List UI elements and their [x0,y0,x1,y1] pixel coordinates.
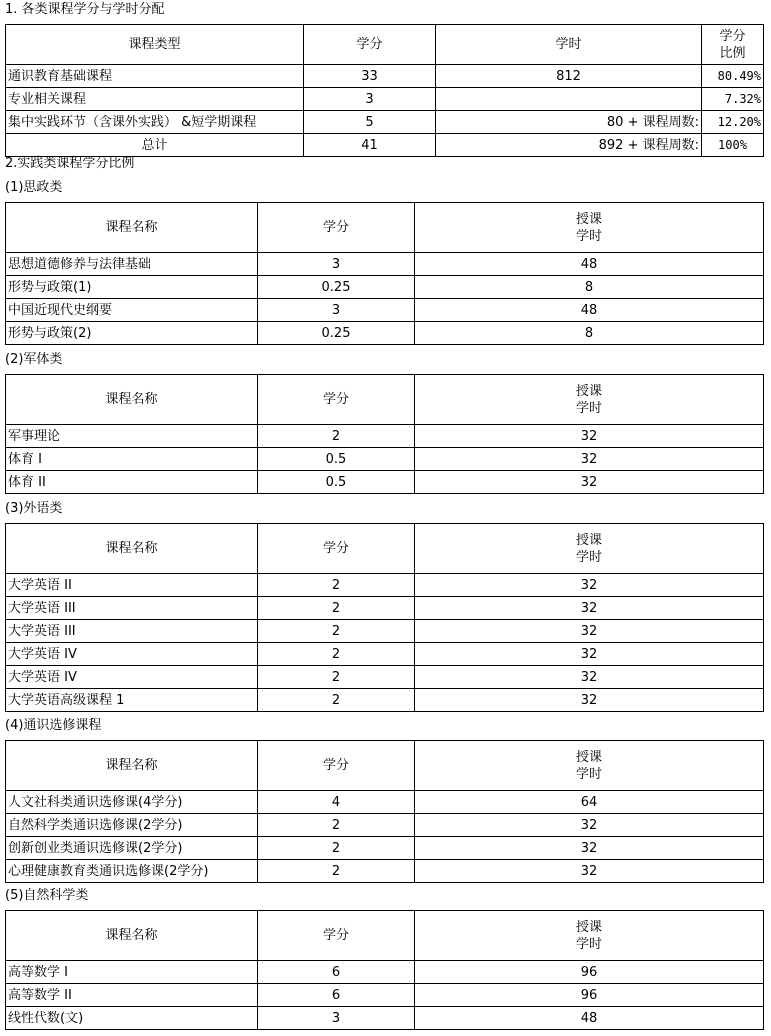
course-name-cell: 体育 II [6,471,258,494]
table-row [6,620,764,643]
table-header-row [6,25,764,65]
table-row [6,574,764,597]
course-group-table [5,202,764,345]
col-header-course-name: 课程名称 [6,911,258,961]
credit-cell: 2 [258,620,415,643]
course-name-cell: 创新创业类通识选修课(2学分) [6,837,258,860]
section2-title: 2.实践类课程学分比例 [5,156,135,171]
course-name-cell: 中国近现代史纲要 [6,299,258,322]
col-header-teaching-hours [415,524,764,574]
group-title: (1)思政类 [5,180,63,195]
course-name-cell: 大学英语 IV [6,666,258,689]
credit-cell: 2 [258,574,415,597]
col-header-teaching-hours [415,203,764,253]
credit-cell: 3 [304,88,436,111]
col-header-teaching-hours-line2: 学时 [575,400,602,416]
teaching-hours-cell: 32 [415,620,764,643]
course-name-cell: 心理健康教育类通识选修课(2学分) [6,860,258,883]
table-row [6,253,764,276]
col-header-teaching-hours-line1: 授课 [575,532,602,548]
table-row [6,299,764,322]
course-name-cell: 形势与政策(2) [6,322,258,345]
teaching-hours-cell: 96 [415,984,764,1007]
col-header-teaching-hours [415,911,764,961]
col-header-credit: 学分 [258,203,415,253]
teaching-hours-cell: 48 [415,299,764,322]
credit-cell: 0.5 [258,471,415,494]
table-header-row [6,375,764,425]
col-header-teaching-hours-line2: 学时 [575,766,602,782]
credit-cell: 2 [258,814,415,837]
total-credit: 41 [304,134,436,157]
teaching-hours-cell: 32 [415,837,764,860]
course-group-table [5,374,764,494]
credit-cell: 3 [258,1007,415,1030]
credit-cell: 2 [258,689,415,712]
course-group-table [5,740,764,883]
col-header-credit: 学分 [258,375,415,425]
teaching-hours-cell: 96 [415,961,764,984]
group-title: (3)外语类 [5,501,63,516]
table-row [6,471,764,494]
credit-cell: 3 [258,299,415,322]
total-hours: 892 + 课程周数: [436,134,702,157]
teaching-hours-cell: 32 [415,814,764,837]
course-type-cell: 集中实践环节（含课外实践） &短学期课程 [6,111,304,134]
hours-cell [436,88,702,111]
table-row [6,666,764,689]
teaching-hours-cell: 64 [415,791,764,814]
col-header-credit: 学分 [258,524,415,574]
col-header-course-name: 课程名称 [6,375,258,425]
teaching-hours-cell: 32 [415,597,764,620]
table-row [6,984,764,1007]
group-title: (2)军体类 [5,352,63,367]
teaching-hours-cell: 48 [415,253,764,276]
course-name-cell: 大学英语 III [6,620,258,643]
teaching-hours-cell: 48 [415,1007,764,1030]
credit-cell: 2 [258,860,415,883]
ratio-cell: 12.20% [702,111,764,134]
course-name-cell: 思想道德修养与法律基础 [6,253,258,276]
credit-cell: 3 [258,253,415,276]
teaching-hours-cell: 8 [415,322,764,345]
col-header-credit: 学分 [304,25,436,65]
course-name-cell: 军事理论 [6,425,258,448]
credit-cell: 2 [258,643,415,666]
col-header-course-name: 课程名称 [6,203,258,253]
course-name-cell: 高等数学 I [6,961,258,984]
col-header-ratio-line1: 学分 [719,28,746,44]
table-row [6,860,764,883]
col-header-credit: 学分 [258,911,415,961]
credit-cell: 33 [304,65,436,88]
table-row [6,837,764,860]
col-header-type: 课程类型 [6,25,304,65]
col-header-ratio-line2: 比例 [719,45,746,61]
table-row [6,814,764,837]
teaching-hours-cell: 32 [415,860,764,883]
teaching-hours-cell: 32 [415,471,764,494]
col-header-teaching-hours-line1: 授课 [575,211,602,227]
course-name-cell: 大学英语高级课程 1 [6,689,258,712]
table-row [6,791,764,814]
credit-cell: 6 [258,961,415,984]
table-row [6,643,764,666]
table-row [6,689,764,712]
col-header-teaching-hours-line1: 授课 [575,749,602,765]
table-header-row [6,911,764,961]
credit-cell: 0.25 [258,276,415,299]
table-row [6,276,764,299]
course-name-cell: 线性代数(文) [6,1007,258,1030]
table-row [6,597,764,620]
teaching-hours-cell: 32 [415,666,764,689]
teaching-hours-cell: 32 [415,689,764,712]
teaching-hours-cell: 32 [415,574,764,597]
course-name-cell: 大学英语 II [6,574,258,597]
table-row [6,88,764,111]
table-row [6,961,764,984]
credit-cell: 2 [258,597,415,620]
course-name-cell: 人文社科类通识选修课(4学分) [6,791,258,814]
course-name-cell: 形势与政策(1) [6,276,258,299]
course-name-cell: 体育 I [6,448,258,471]
course-name-cell: 自然科学类通识选修课(2学分) [6,814,258,837]
ratio-cell: 80.49% [702,65,764,88]
credit-cell: 4 [258,791,415,814]
teaching-hours-cell: 32 [415,425,764,448]
credit-cell: 5 [304,111,436,134]
col-header-teaching-hours-line2: 学时 [575,936,602,952]
table-row [6,448,764,471]
group-title: (4)通识选修课程 [5,718,102,733]
col-header-teaching-hours-line2: 学时 [575,228,602,244]
teaching-hours-cell: 32 [415,643,764,666]
table-row [6,65,764,88]
table-header-row [6,524,764,574]
course-type-cell: 专业相关课程 [6,88,304,111]
table-row [6,322,764,345]
credit-cell: 2 [258,425,415,448]
col-header-credit: 学分 [258,741,415,791]
table-header-row [6,741,764,791]
table-row [6,1007,764,1030]
total-label: 总计 [6,134,304,157]
credit-cell: 2 [258,666,415,689]
teaching-hours-cell: 8 [415,276,764,299]
teaching-hours-cell: 32 [415,448,764,471]
course-group-table [5,523,764,712]
col-header-course-name: 课程名称 [6,524,258,574]
hours-cell: 80 + 课程周数: [436,111,702,134]
course-group-table [5,910,764,1030]
group-title: (5)自然科学类 [5,888,89,903]
table-row [6,425,764,448]
course-name-cell: 高等数学 II [6,984,258,1007]
credit-cell: 0.5 [258,448,415,471]
col-header-hours: 学时 [436,25,702,65]
col-header-teaching-hours [415,375,764,425]
table-header-row [6,203,764,253]
course-type-cell: 通识教育基础课程 [6,65,304,88]
hours-cell: 812 [436,65,702,88]
credit-cell: 6 [258,984,415,1007]
col-header-teaching-hours-line1: 授课 [575,383,602,399]
col-header-teaching-hours-line1: 授课 [575,919,602,935]
credit-cell: 2 [258,837,415,860]
credit-hours-table [5,24,764,157]
course-name-cell: 大学英语 III [6,597,258,620]
table-row [6,111,764,134]
total-ratio: 100% [702,134,764,157]
col-header-ratio [702,25,764,65]
credit-cell: 0.25 [258,322,415,345]
ratio-cell: 7.32% [702,88,764,111]
course-name-cell: 大学英语 IV [6,643,258,666]
col-header-teaching-hours-line2: 学时 [575,549,602,565]
col-header-course-name: 课程名称 [6,741,258,791]
section1-title: 1. 各类课程学分与学时分配 [5,2,165,17]
col-header-teaching-hours [415,741,764,791]
